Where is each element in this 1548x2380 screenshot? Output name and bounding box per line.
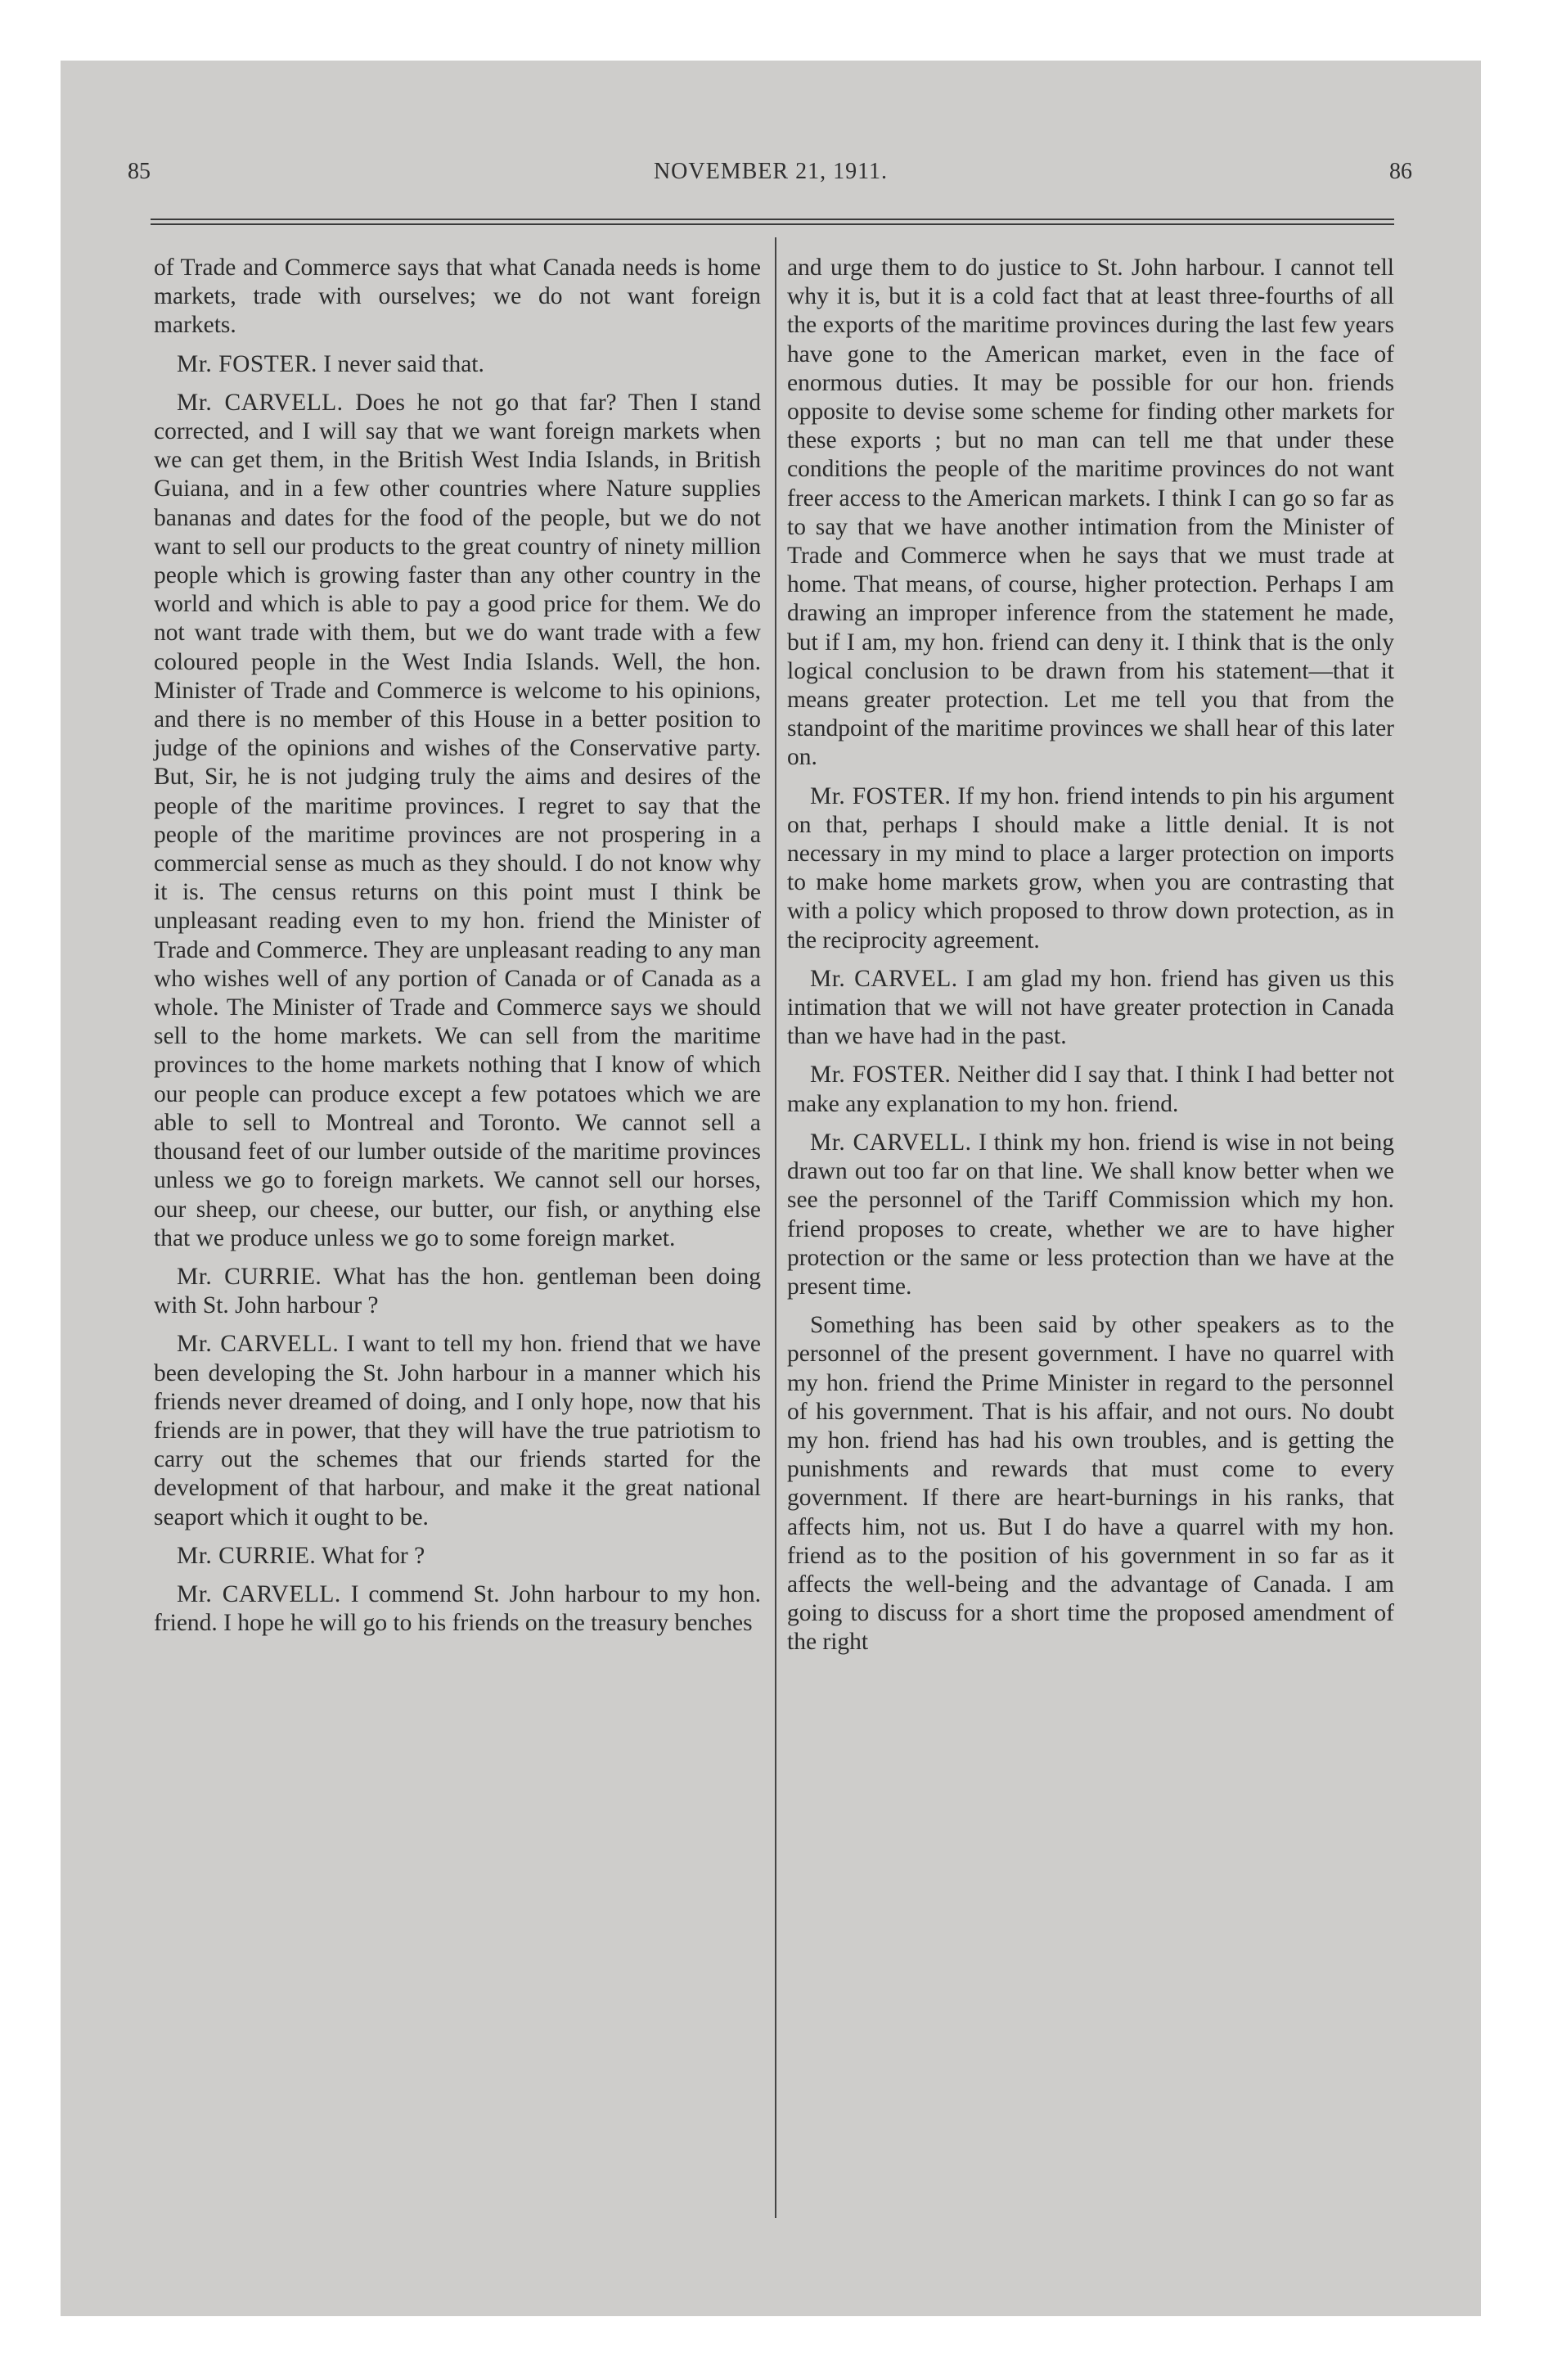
speaker-name: Mr. FOSTER. (810, 782, 952, 809)
speaker-name: Mr. FOSTER. (177, 350, 317, 377)
paragraph-text: I never said that. (323, 350, 484, 377)
speaker-name: Mr. FOSTER. (810, 1062, 952, 1089)
paragraph (154, 1263, 761, 1320)
paragraph (154, 350, 761, 379)
paragraph-text: Something has been said by other speakers as to the personnel of the present government. I have no quarrel with my hon. friend the Prime Minister in regard to the personnel of his government. That is his affair, and not ours. No doubt my hon. friend has had his own troubles, and is getting the punishments and rewards that must come to every government. If there are heart-burnings in his ranks, that affects him, not us. But I do have a quarrel with my hon. friend as to the position of his government in so far as it affects the well-being and the advantage of Canada. I am going to discuss for a short time the proposed amendment of the right (787, 1312, 1394, 1656)
paragraph-text: What for ? (322, 1542, 425, 1569)
paragraph-text: What has the hon. gentleman been doing with St. John harbour ? (154, 1263, 762, 1319)
paragraph (154, 1542, 761, 1571)
paragraph-text: Neither did I say that. I think I had better not make any explanation to my hon. friend. (787, 1062, 1394, 1117)
page-header (61, 159, 1481, 200)
paragraph (787, 782, 1394, 955)
paragraph (787, 254, 1394, 773)
paragraph (787, 1129, 1394, 1301)
speaker-name: Mr. CURRIE. (177, 1263, 322, 1290)
paragraph-text: I want to tell my hon. friend that we have been developing the St. John harbour in a manner which his friends never dreamed of doing, and I only hope, now that his friends are in power, that they will have the true patriotism to carry out the schemes that our friends started for the development of that harbour, and make it the great national seaport which it ought to be. (154, 1331, 762, 1530)
speaker-name: Mr. CARVELL. (177, 1331, 340, 1358)
paragraph (787, 965, 1394, 1052)
paragraph-text: I commend St. John harbour to my hon. friend. I hope he will go to his friends on the treasury benches (154, 1580, 761, 1637)
speaker-name: Mr. CURRIE. (177, 1542, 317, 1569)
scanned-page (61, 61, 1481, 2316)
paragraph (154, 254, 761, 340)
page-number-left: 85 (128, 159, 151, 184)
paragraph (787, 1061, 1394, 1118)
left-column (154, 254, 761, 1648)
right-column (787, 254, 1394, 1667)
paragraph (154, 389, 761, 1253)
paragraph (154, 1580, 761, 1638)
paragraph (154, 1330, 761, 1531)
column-divider (775, 237, 776, 2218)
paragraph-text: I am glad my hon. friend has given us this intimation that we will not have greater protection in Canada than we have had in the past. (787, 965, 1394, 1050)
speaker-name: Mr. CARVELL. (177, 1580, 341, 1607)
speaker-name: Mr. CARVEL. (810, 965, 958, 992)
paragraph-text: I think my hon. friend is wise in not being drawn out too far on that line. We shall know better when we see the personnel of the Tariff Commission which my hon. friend proposes to create, whether we are to have higher protection or the same or less protection than we have at the present time. (787, 1129, 1395, 1300)
speaker-name: Mr. CARVELL. (177, 389, 344, 416)
header-rule-top (151, 219, 1394, 220)
header-date: NOVEMBER 21, 1911. (653, 159, 889, 184)
header-rule-bottom (151, 223, 1394, 225)
paragraph (787, 1311, 1394, 1657)
speaker-name: Mr. CARVELL. (810, 1129, 972, 1156)
paragraph-text: If my hon. friend intends to pin his argument on that, perhaps I should make a little denial. It is not necessary in my mind to place a larger protection on imports to make home markets grow, when you are contrasting that with a policy which proposed to throw down protection, as in the reciprocity agreement. (787, 782, 1395, 953)
paragraph-text: and urge them to do justice to St. John harbour. I cannot tell why it is, but it is a cold fact that at least three-fourths of all the exports of the maritime provinces during the last few years have gone to the American market, even in the face of enormous duties. It may be possible for our hon. friends opposite to devise some scheme for finding other markets for these exports ; but no man can tell me that under these conditions the people of the maritime provinces do not want freer access to the American markets. I think I can go so far as to say that we have another intimation from the Minister of Trade and Commerce when he says that we must trade at home. That means, of course, higher protection. Perhaps I am drawing an improper inference from the statement he made, but if I am, my hon. friend can deny it. I think that is the only logical conclusion to be drawn from his statement—that it means greater protection. Let me tell you that from the standpoint of the maritime provinces we shall hear of this later on. (787, 255, 1394, 771)
paragraph-text: of Trade and Commerce says that what Canada needs is home markets, trade with ourselves; we do not want foreign markets. (154, 255, 761, 339)
paragraph-text: Does he not go that far? Then I stand corrected, and I will say that we want foreign markets when we can get them, in the British West India Islands, in British Guiana, and in a few other countries where Nature supplies bananas and dates for the food of the people, but we do not want to sell our products to the great country of ninety million people which is growing faster than any other country in the world and which is able to pay a good price for them. We do not want trade with them, but we do want trade with a few coloured people in the West India Islands. Well, the hon. Minister of Trade and Commerce is welcome to his opinions, and there is no member of this House in a better position to judge of the opinions and wishes of the Conservative party. But, Sir, he is not judging truly the aims and desires of the people of the maritime provinces. I regret to say that the people of the maritime provinces are not prospering in a commercial sense as much as they should. I do not know why it is. The census returns on this point must I think be unpleasant reading even to my hon. friend the Minister of Trade and Commerce. They are unpleasant reading to any man who wishes well of any portion of Canada or of Canada as a whole. The Minister of Trade and Commerce says we should sell to the home markets. We can sell from the maritime provinces to the home markets nothing that I know of which our people can produce except a few potatoes which we are able to sell to Montreal and Toronto. We cannot sell a thousand feet of our lumber outside of the maritime provinces unless we go to foreign markets. We cannot sell our horses, our sheep, our cheese, our butter, our fish, or anything else that we produce unless we go to some foreign market. (154, 389, 761, 1251)
page-number-right: 86 (1389, 159, 1412, 184)
